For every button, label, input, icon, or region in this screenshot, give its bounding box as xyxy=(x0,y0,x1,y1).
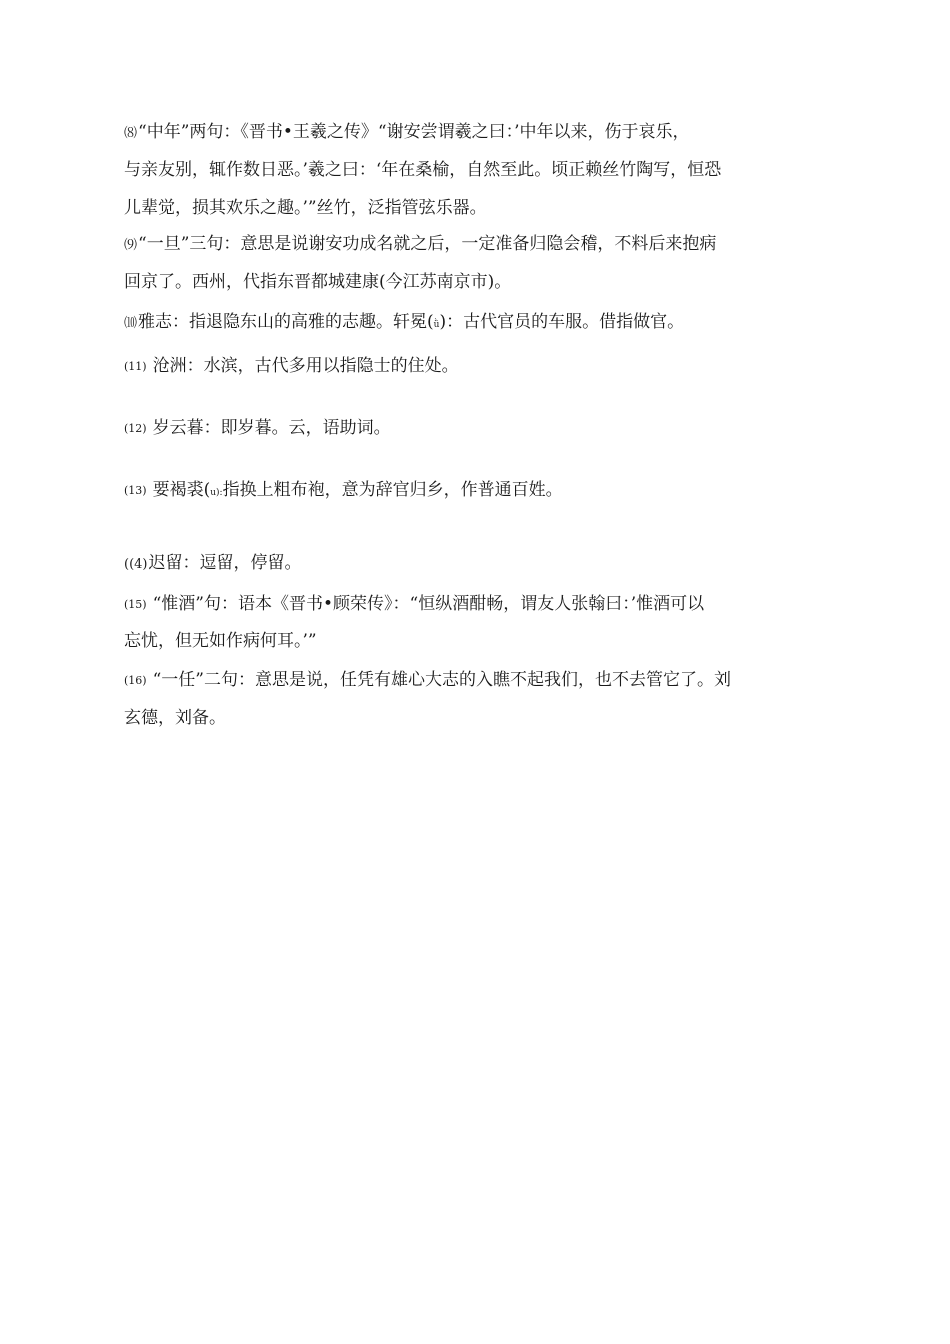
note-9-number: ⑼ xyxy=(124,238,138,253)
note-9-line-1: ⑼“一旦”三句：意思是说谢安功成名就之后，一定准备归隐会稽，不料后来抱病 xyxy=(124,234,717,254)
note-8-line-1: ⑻“中年”两句：《晋书•王羲之传》“谢安尝谓羲之曰：’中年以来，伤于哀乐， xyxy=(124,122,690,142)
note-13-number: (13) xyxy=(124,484,147,497)
note-9-line-2: 回京了。西州，代指东晋都城建康(今江苏南京市)。 xyxy=(124,272,512,292)
note-12-number: (12) xyxy=(124,422,147,435)
note-10-line-1: ⑽雅志：指退隐东山的高雅的志趣。轩冕(ǜ)：古代官员的车服。借指做官。 xyxy=(124,312,685,332)
note-15-number: (15) xyxy=(124,598,147,611)
note-16-line-1: (16) “一任”二句：意思是说，任凭有雄心大志的入瞧不起我们，也不去管它了。刘 xyxy=(124,670,731,690)
note-14-line-1: ((4)迟留：逗留，停留。 xyxy=(124,553,302,573)
note-16-number: (16) xyxy=(124,674,147,687)
note-13-line-1: (13) 要褐裘(u):指换上粗布袍，意为辞官归乡，作普通百姓。 xyxy=(124,480,563,500)
note-15-line-2: 忘忧，但无如作病何耳。’” xyxy=(124,631,317,651)
note-12-line-1: (12) 岁云暮：即岁暮。云，语助词。 xyxy=(124,418,391,438)
note-8-line-2: 与亲友别，辄作数日恶。’羲之曰：‘年在桑榆，自然至此。顷正赖丝竹陶写，恒恐 xyxy=(124,160,722,180)
note-14-number: ((4) xyxy=(124,557,148,572)
note-16-line-2: 玄德，刘备。 xyxy=(124,708,226,728)
note-10-number: ⑽ xyxy=(124,316,138,331)
note-8-number: ⑻ xyxy=(124,126,138,141)
note-15-line-1: (15) “惟酒”句：语本《晋书•顾荣传》：“恒纵酒酣畅，谓友人张翰曰：’惟酒可以 xyxy=(124,594,705,614)
note-11-line-1: (11) 沧洲：水滨，古代多用以指隐士的住处。 xyxy=(124,356,459,376)
note-11-number: (11) xyxy=(124,360,147,373)
note-8-line-3: 儿辈觉，损其欢乐之趣。’”丝竹，泛指管弦乐器。 xyxy=(124,198,487,218)
